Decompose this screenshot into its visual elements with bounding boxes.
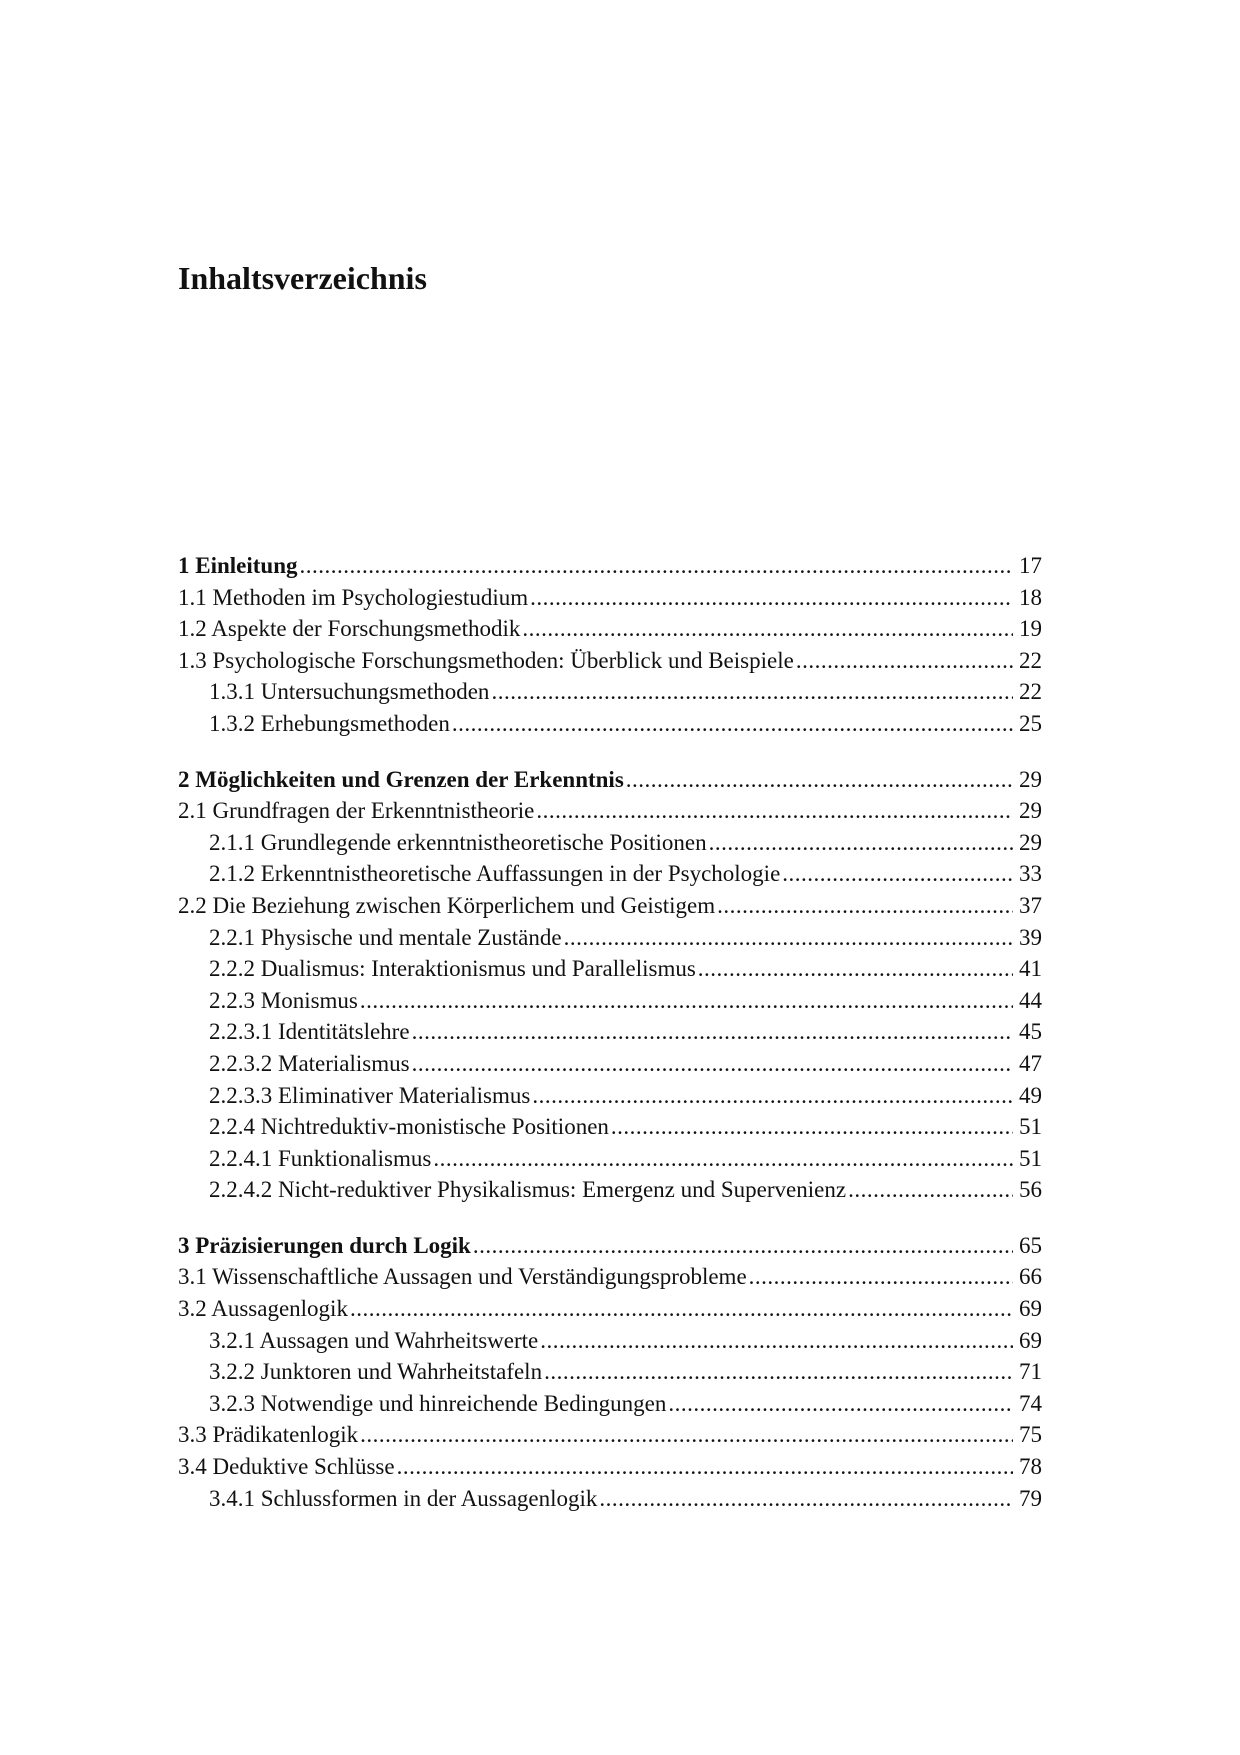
toc-page-number: 49: [1019, 1082, 1042, 1108]
page-title: Inhaltsverzeichnis: [178, 260, 427, 296]
toc-page-number: 75: [1019, 1422, 1042, 1448]
toc-page-number: 29: [1019, 766, 1042, 792]
toc-page-number: 44: [1019, 987, 1042, 1013]
toc-entry-title: 2.2 Die Beziehung zwischen Körperlichem und Geistigem: [178, 892, 716, 918]
toc-dot-leader: [540, 1325, 1013, 1357]
toc-dot-leader: [709, 827, 1013, 859]
toc-entry-title: 1.2 Aspekte der Forschungsmethodik: [178, 616, 521, 642]
toc-page-number: 25: [1019, 710, 1042, 736]
toc-entry-title: 2.1.2 Erkenntnistheoretische Auffassungen in der Psychologie: [209, 861, 781, 887]
toc-dot-leader: [532, 1080, 1013, 1112]
toc-page-number: 33: [1019, 861, 1042, 887]
toc-entry-title: 3.3 Prädikatenlogik: [178, 1422, 359, 1448]
toc-dot-leader: [491, 676, 1013, 708]
toc-dot-leader: [668, 1388, 1013, 1420]
toc-dot-leader: [360, 985, 1013, 1017]
toc-dot-leader: [412, 1016, 1013, 1048]
toc-dot-leader: [412, 1048, 1013, 1080]
toc-entry-title: 3.1 Wissenschaftliche Aussagen und Verständigungsprobleme: [178, 1264, 747, 1290]
toc-entry[interactable]: [178, 708, 1042, 740]
toc-entry-title: 1 Einleitung: [178, 553, 298, 578]
toc-entry-title: 3 Präzisierungen durch Logik: [178, 1232, 471, 1258]
table-of-contents: [178, 550, 1042, 1538]
toc-page-number: 78: [1019, 1454, 1042, 1480]
toc-dot-leader: [360, 1419, 1013, 1451]
toc-page-number: 47: [1019, 1050, 1042, 1076]
toc-page-number: 22: [1019, 647, 1042, 673]
toc-dot-leader: [536, 795, 1013, 827]
toc-entry[interactable]: [178, 613, 1042, 645]
toc-entry-title: 2.2.4.2 Nicht-reduktiver Physikalismus: Emergenz und Supervenienz: [209, 1177, 847, 1203]
toc-dot-leader: [564, 922, 1013, 954]
toc-page-number: 79: [1019, 1485, 1042, 1511]
toc-entry[interactable]: [178, 1111, 1042, 1143]
toc-entry[interactable]: [178, 1016, 1042, 1048]
toc-dot-leader: [522, 613, 1013, 645]
toc-entry-title: 2.1 Grundfragen der Erkenntnistheorie: [178, 798, 535, 824]
toc-entry[interactable]: [178, 795, 1042, 827]
toc-page-number: 29: [1019, 829, 1042, 855]
toc-entry-title: 2.2.3.3 Eliminativer Materialismus: [209, 1082, 531, 1108]
toc-page-number: 37: [1019, 892, 1042, 918]
toc-page-number: 69: [1019, 1296, 1042, 1322]
toc-page-number: 65: [1019, 1232, 1042, 1258]
toc-entry[interactable]: [178, 1388, 1042, 1420]
toc-page-number: 69: [1019, 1327, 1042, 1353]
toc-entry[interactable]: [178, 1356, 1042, 1388]
toc-entry-title: 1.3 Psychologische Forschungsmethoden: Überblick und Beispiele: [178, 647, 794, 673]
toc-entry-title: 2.2.1 Physische und mentale Zustände: [209, 924, 562, 950]
toc-entry[interactable]: [178, 922, 1042, 954]
toc-entry[interactable]: [178, 582, 1042, 614]
toc-dot-leader: [433, 1143, 1013, 1175]
toc-entry[interactable]: [178, 1048, 1042, 1080]
toc-entry-title: 2.2.3.2 Materialismus: [209, 1050, 410, 1076]
toc-dot-leader: [473, 1230, 1013, 1262]
toc-entry-title: 2 Möglichkeiten und Grenzen der Erkenntnis: [178, 766, 624, 792]
toc-entry-title: 1.1 Methoden im Psychologiestudium: [178, 584, 529, 610]
toc-entry-title: 3.4 Deduktive Schlüsse: [178, 1454, 395, 1480]
toc-page-number: 51: [1019, 1114, 1042, 1140]
toc-entry-title: 3.2.3 Notwendige und hinreichende Bedingungen: [209, 1390, 667, 1416]
toc-dot-leader: [397, 1451, 1013, 1483]
toc-dot-leader: [782, 858, 1013, 890]
toc-entry-title: 2.2.4.1 Funktionalismus: [209, 1145, 432, 1171]
toc-entry[interactable]: [178, 1080, 1042, 1112]
toc-dot-leader: [544, 1356, 1013, 1388]
toc-page-number: 39: [1019, 924, 1042, 950]
toc-entry-title: 2.2.3 Monismus: [209, 987, 358, 1013]
toc-entry-title: 3.2.2 Junktoren und Wahrheitstafeln: [209, 1359, 543, 1385]
toc-entry[interactable]: [178, 645, 1042, 677]
toc-entry[interactable]: [178, 1483, 1042, 1515]
toc-dot-leader: [749, 1261, 1013, 1293]
toc-entry[interactable]: [178, 827, 1042, 859]
toc-page-number: 66: [1019, 1264, 1042, 1290]
toc-entry-title: 2.2.3.1 Identitätslehre: [209, 1019, 410, 1045]
toc-page-number: 41: [1019, 956, 1042, 982]
toc-dot-leader: [626, 764, 1013, 796]
toc-entry[interactable]: [178, 1174, 1042, 1206]
toc-page-number: 22: [1019, 679, 1042, 705]
toc-page-number: 74: [1019, 1390, 1042, 1416]
toc-entry[interactable]: [178, 1451, 1042, 1483]
toc-entry[interactable]: [178, 953, 1042, 985]
toc-entry-title: 3.2 Aussagenlogik: [178, 1296, 348, 1322]
toc-entry[interactable]: [178, 1261, 1042, 1293]
toc-entry[interactable]: [178, 858, 1042, 890]
toc-chapter-entry[interactable]: [178, 550, 1042, 582]
toc-entry-title: 2.2.2 Dualismus: Interaktionismus und Parallelismus: [209, 956, 696, 982]
toc-page-number: 19: [1019, 616, 1042, 642]
toc-entry-title: 2.2.4 Nichtreduktiv-monistische Positionen: [209, 1114, 609, 1140]
toc-dot-leader: [611, 1111, 1013, 1143]
toc-page-number: 17: [1019, 553, 1042, 578]
toc-page-number: 18: [1019, 584, 1042, 610]
toc-entry[interactable]: [178, 676, 1042, 708]
toc-entry[interactable]: [178, 1293, 1042, 1325]
toc-entry-title: 3.2.1 Aussagen und Wahrheitswerte: [209, 1327, 539, 1353]
toc-page-number: 56: [1019, 1177, 1042, 1203]
toc-dot-leader: [698, 953, 1013, 985]
toc-dot-leader: [717, 890, 1013, 922]
toc-dot-leader: [350, 1293, 1013, 1325]
toc-page-number: 71: [1019, 1359, 1042, 1385]
toc-entry[interactable]: [178, 1143, 1042, 1175]
toc-chapter-block: [178, 764, 1042, 1206]
toc-dot-leader: [452, 708, 1013, 740]
toc-dot-leader: [599, 1483, 1013, 1515]
toc-page-number: 45: [1019, 1019, 1042, 1045]
toc-page-number: 51: [1019, 1145, 1042, 1171]
toc-chapter-entry[interactable]: [178, 764, 1042, 796]
toc-entry-title: 2.1.1 Grundlegende erkenntnistheoretische Positionen: [209, 829, 707, 855]
toc-dot-leader: [300, 550, 1013, 582]
toc-chapter-block: [178, 1230, 1042, 1514]
toc-entry-title: 1.3.2 Erhebungsmethoden: [209, 710, 450, 736]
toc-chapter-block: [178, 550, 1042, 740]
toc-entry-title: 1.3.1 Untersuchungsmethoden: [209, 679, 490, 705]
toc-dot-leader: [848, 1174, 1013, 1206]
toc-entry[interactable]: [178, 890, 1042, 922]
toc-chapter-entry[interactable]: [178, 1230, 1042, 1262]
toc-entry[interactable]: [178, 1325, 1042, 1357]
toc-entry-title: 3.4.1 Schlussformen in der Aussagenlogik: [209, 1485, 598, 1511]
toc-entry[interactable]: [178, 985, 1042, 1017]
toc-entry[interactable]: [178, 1419, 1042, 1451]
toc-dot-leader: [530, 582, 1013, 614]
toc-dot-leader: [796, 645, 1013, 677]
toc-page-number: 29: [1019, 798, 1042, 824]
